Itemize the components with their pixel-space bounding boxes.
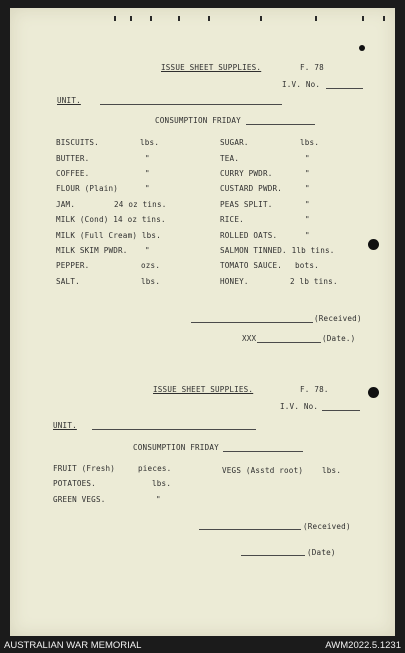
form1-iv-label: I.V. No. <box>282 80 321 89</box>
edge-mark <box>114 16 116 21</box>
punch-hole <box>368 387 379 398</box>
ink-dot <box>359 45 365 51</box>
item-unit: ozs. <box>141 261 161 270</box>
edge-mark <box>130 16 132 21</box>
item-unit: " <box>305 184 310 193</box>
item-name: SUGAR. <box>220 138 249 147</box>
item-unit: lbs. <box>322 466 342 475</box>
edge-mark <box>383 16 385 21</box>
item-unit: 2 lb tins. <box>290 277 338 286</box>
item-name: SALMON TINNED. 1lb tins. <box>220 246 335 255</box>
edge-mark <box>208 16 210 21</box>
item-name: FRUIT (Fresh) <box>53 464 116 473</box>
archive-footer <box>0 636 405 653</box>
form2-received-field[interactable] <box>199 529 301 530</box>
item-name: BUTTER. <box>56 154 90 163</box>
form1-unit-field[interactable] <box>100 104 282 105</box>
form1-date-label: (Date.) <box>322 334 356 343</box>
item-unit: " <box>145 246 150 255</box>
form1-consumption-label: CONSUMPTION FRIDAY <box>155 116 241 125</box>
item-name: VEGS (Asstd root) <box>222 466 304 475</box>
edge-mark <box>315 16 317 21</box>
archive-reference: AWM2022.5.1231 <box>325 640 401 651</box>
item-name: MILK (Cond) 14 oz tins. <box>56 215 166 224</box>
item-name: ROLLED OATS. <box>220 231 278 240</box>
item-unit: " <box>145 169 150 178</box>
item-name: JAM. <box>56 200 76 209</box>
item-unit: lbs. <box>300 138 320 147</box>
form2-unit-field[interactable] <box>92 429 256 430</box>
item-name: COFFEE. <box>56 169 90 178</box>
form1-iv-field[interactable] <box>326 88 363 89</box>
form2-form-number: F. 78. <box>300 385 329 394</box>
item-unit: 24 oz tins. <box>114 200 167 209</box>
item-name: TOMATO SAUCE. <box>220 261 283 270</box>
item-unit: " <box>145 154 150 163</box>
item-name: MILK (Full Cream) lbs. <box>56 231 161 240</box>
item-name: FLOUR (Plain) <box>56 184 119 193</box>
form2-iv-field[interactable] <box>322 410 360 411</box>
item-unit: lbs. <box>141 277 161 286</box>
document-page <box>10 8 395 636</box>
item-name: PEPPER. <box>56 261 90 270</box>
item-unit: lbs. <box>152 479 172 488</box>
edge-mark <box>178 16 180 21</box>
item-name: CUSTARD PWDR. <box>220 184 283 193</box>
item-name: GREEN VEGS. <box>53 495 106 504</box>
item-name: BISCUITS. <box>56 138 99 147</box>
item-name: HONEY. <box>220 277 249 286</box>
item-name: POTATOES. <box>53 479 96 488</box>
item-unit: " <box>156 495 161 504</box>
item-unit: bots. <box>295 261 319 270</box>
archive-name: AUSTRALIAN WAR MEMORIAL <box>4 640 142 651</box>
item-name: SALT. <box>56 277 80 286</box>
item-unit: pieces. <box>138 464 172 473</box>
form2-consumption-label: CONSUMPTION FRIDAY <box>133 443 219 452</box>
edge-mark <box>150 16 152 21</box>
form1-received-label: (Received) <box>314 314 362 323</box>
form2-unit-label: UNIT. <box>53 421 77 430</box>
item-name: TEA. <box>220 154 240 163</box>
form2-consumption-field[interactable] <box>223 451 303 452</box>
form1-date-field[interactable] <box>257 342 321 343</box>
item-unit: " <box>305 231 310 240</box>
form2-iv-label: I.V. No. <box>280 402 319 411</box>
punch-hole <box>368 239 379 250</box>
edge-mark <box>362 16 364 21</box>
form1-form-number: F. 78 <box>300 63 324 72</box>
item-name: RICE. <box>220 215 244 224</box>
edge-mark <box>260 16 262 21</box>
item-unit: lbs. <box>140 138 160 147</box>
form2-date-label: (Date) <box>307 548 336 557</box>
form2-title: ISSUE SHEET SUPPLIES. <box>153 385 254 394</box>
item-name: MILK SKIM PWDR. <box>56 246 128 255</box>
item-unit: " <box>305 169 310 178</box>
form1-unit-label: UNIT. <box>57 96 81 105</box>
form1-title: ISSUE SHEET SUPPLIES. <box>161 63 262 72</box>
form2-date-field[interactable] <box>241 555 305 556</box>
item-name: CURRY PWDR. <box>220 169 273 178</box>
form1-consumption-field[interactable] <box>246 124 315 125</box>
form2-received-label: (Received) <box>303 522 351 531</box>
form1-received-field[interactable] <box>191 322 313 323</box>
form1-date-prefix: XXX <box>242 334 257 343</box>
item-unit: " <box>305 154 310 163</box>
item-unit: " <box>305 215 310 224</box>
item-name: PEAS SPLIT. <box>220 200 273 209</box>
item-unit: " <box>305 200 310 209</box>
item-unit: " <box>145 184 150 193</box>
